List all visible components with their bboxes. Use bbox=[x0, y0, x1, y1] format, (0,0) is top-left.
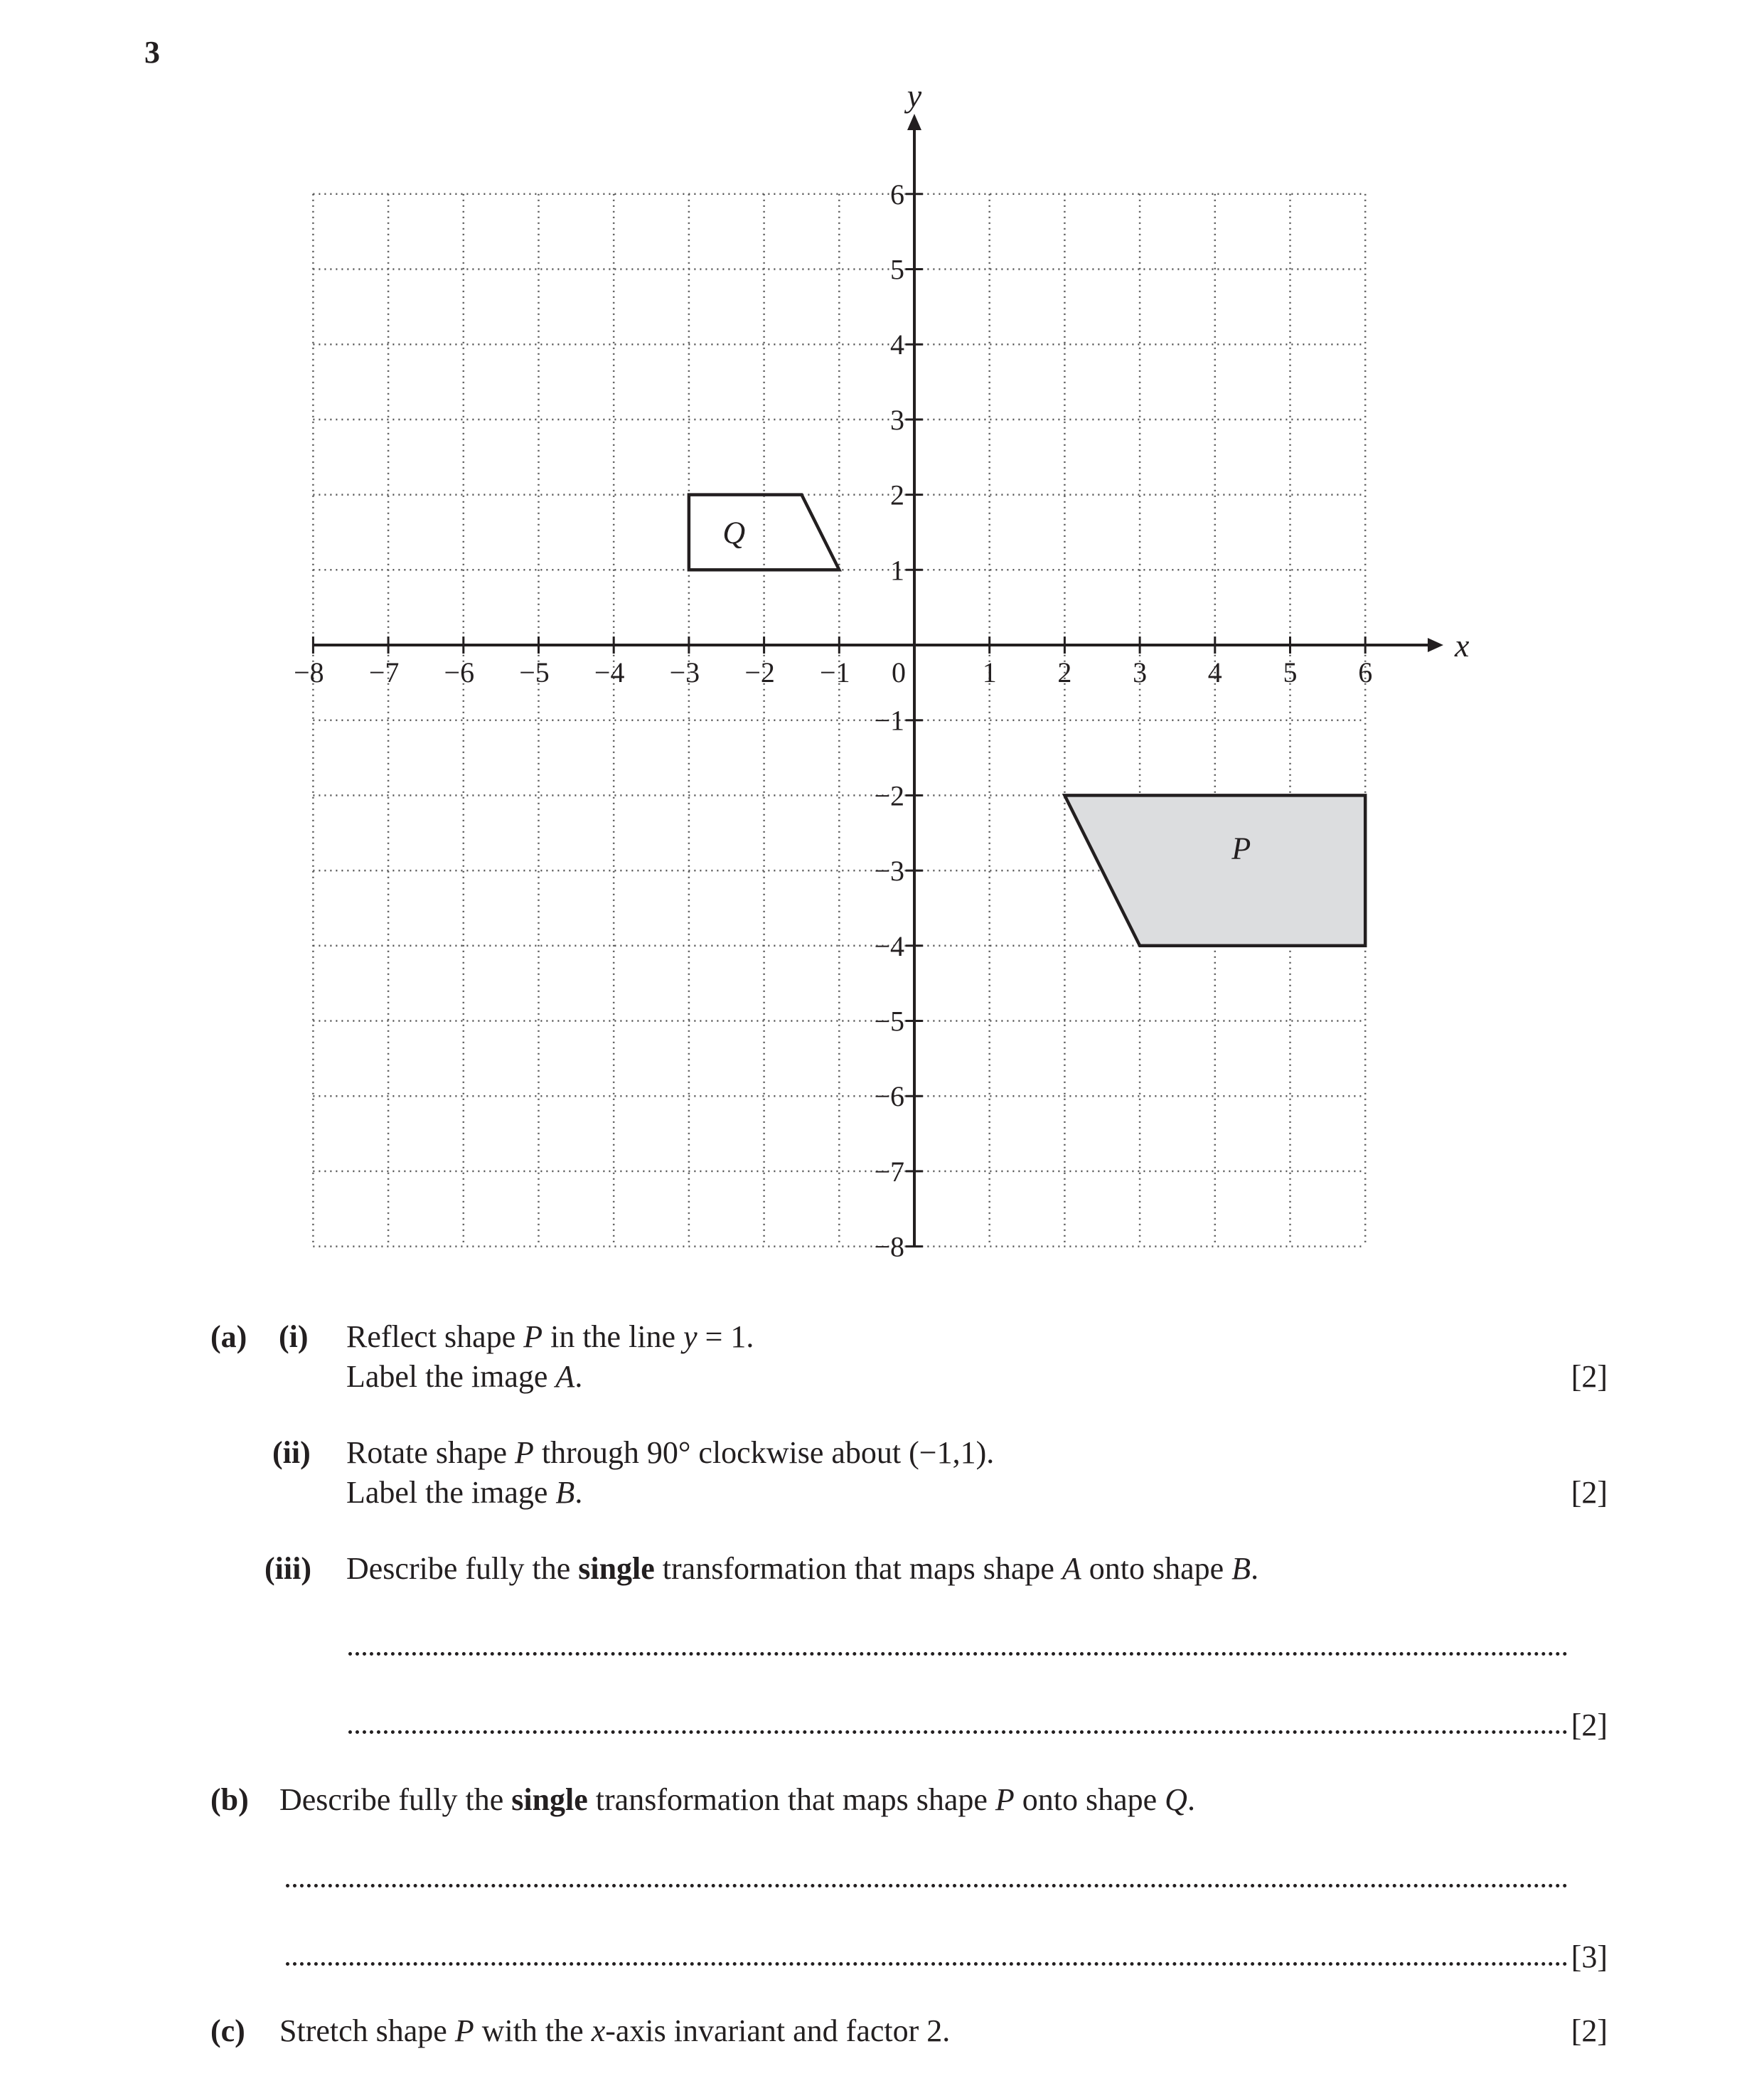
part-a-ii-marks: [2] bbox=[1571, 1475, 1608, 1510]
y-tick-label: −3 bbox=[874, 855, 904, 888]
shape-label-q: Q bbox=[722, 515, 746, 550]
y-tick-label: 1 bbox=[890, 554, 904, 587]
answer-line-a-iii-2[interactable] bbox=[348, 1730, 1568, 1734]
y-tick-label: −2 bbox=[874, 779, 904, 812]
x-tick-label: −5 bbox=[519, 656, 550, 688]
y-tick-label: −4 bbox=[874, 930, 904, 962]
part-a-ii-label: (ii) bbox=[272, 1435, 311, 1470]
x-tick-label: 1 bbox=[982, 656, 997, 688]
shape-p bbox=[1064, 795, 1365, 945]
question-number: 3 bbox=[144, 35, 160, 70]
x-tick-label: −1 bbox=[820, 656, 850, 688]
x-tick-label: 5 bbox=[1283, 656, 1298, 688]
part-a-iii-text: Describe fully the single transformation that maps shape A onto shape B. bbox=[346, 1551, 1259, 1586]
x-tick-label: 4 bbox=[1207, 656, 1222, 688]
y-tick-label: −6 bbox=[874, 1080, 904, 1113]
x-tick-label: −7 bbox=[368, 656, 400, 688]
shape-label-p: P bbox=[1231, 831, 1251, 866]
part-c-marks: [2] bbox=[1571, 2013, 1608, 2048]
x-tick-label: 3 bbox=[1133, 656, 1148, 688]
answer-line-a-iii-1[interactable] bbox=[348, 1652, 1568, 1656]
part-b-marks: [3] bbox=[1571, 1939, 1608, 1974]
x-tick-label: −8 bbox=[294, 656, 324, 688]
x-tick-label: −4 bbox=[594, 656, 625, 688]
x-tick-label: −3 bbox=[669, 656, 700, 688]
part-a-ii-line1: Rotate shape P through 90° clockwise about (−1,1). bbox=[346, 1435, 995, 1470]
part-a-iii-label: (iii) bbox=[264, 1551, 311, 1586]
part-c-text: Stretch shape P with the x-axis invariant and factor 2. bbox=[279, 2013, 951, 2048]
part-a-ii-line2: Label the image B. bbox=[346, 1475, 583, 1510]
answer-line-b-2[interactable] bbox=[286, 1962, 1568, 1966]
y-axis-label: y bbox=[907, 78, 922, 114]
y-tick-label: 2 bbox=[890, 479, 904, 511]
part-b-label: (b) bbox=[210, 1782, 249, 1817]
part-a-label: (a) bbox=[210, 1319, 247, 1354]
y-tick-label: 4 bbox=[890, 329, 904, 361]
y-tick-label: −1 bbox=[874, 704, 904, 737]
origin-label: 0 bbox=[892, 656, 906, 688]
y-tick-label: −8 bbox=[874, 1230, 904, 1263]
y-axis-arrow bbox=[907, 114, 921, 130]
part-a-i-line2: Label the image A. bbox=[346, 1359, 583, 1394]
part-a-iii-marks: [2] bbox=[1571, 1708, 1608, 1742]
y-tick-label: −5 bbox=[874, 1005, 904, 1038]
part-c-label: (c) bbox=[210, 2013, 245, 2048]
part-b-text: Describe fully the single transformation that maps shape P onto shape Q. bbox=[279, 1782, 1195, 1817]
x-tick-label: −2 bbox=[744, 656, 775, 688]
grid-lines bbox=[313, 194, 1365, 1247]
x-tick-label: 2 bbox=[1057, 656, 1072, 688]
y-tick-label: −7 bbox=[874, 1155, 904, 1188]
x-tick-label: 6 bbox=[1358, 656, 1373, 688]
part-a-i-line1: Reflect shape P in the line y = 1. bbox=[346, 1319, 754, 1354]
x-axis-arrow bbox=[1428, 638, 1443, 652]
answer-line-b-1[interactable] bbox=[286, 1884, 1568, 1887]
part-a-i-label: (i) bbox=[279, 1319, 309, 1354]
x-tick-label: −6 bbox=[444, 656, 475, 688]
y-tick-label: 6 bbox=[890, 178, 904, 211]
y-tick-label: 3 bbox=[890, 403, 904, 436]
x-axis-label: x bbox=[1455, 627, 1470, 664]
y-tick-label: 5 bbox=[890, 253, 904, 286]
part-a-i-marks: [2] bbox=[1571, 1359, 1608, 1394]
